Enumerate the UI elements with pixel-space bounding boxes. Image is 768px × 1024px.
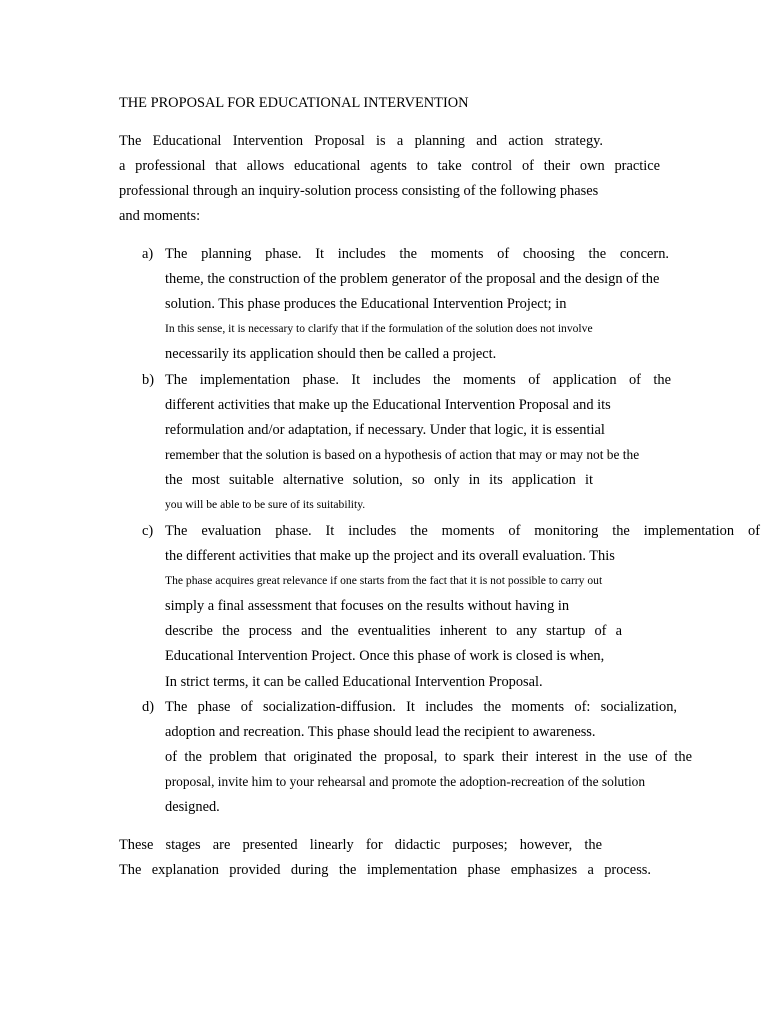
phase-line: In strict terms, it can be called Educational Intervention Proposal. [165, 674, 543, 690]
phase-line: solution. This phase produces the Educational Intervention Project; in [165, 296, 567, 312]
page-title: THE PROPOSAL FOR EDUCATIONAL INTERVENTION [119, 95, 469, 111]
phase-line: The evaluation phase. It includes the moments of monitoring the implementation of [165, 523, 760, 539]
intro-line: professional through an inquiry-solution process consisting of the following phases [119, 183, 599, 199]
phase-line: In this sense, it is necessary to clarify that if the formulation of the solution does not involve [165, 322, 593, 335]
phase-line: the most suitable alternative solution, so only in its application it [165, 472, 593, 488]
phase-line: The phase acquires great relevance if one starts from the fact that it is not possible to carry out [165, 574, 603, 587]
phase-line: The planning phase. It includes the moments of choosing the concern. [165, 246, 669, 262]
phase-line: The implementation phase. It includes the moments of application of the [165, 372, 671, 388]
phase-line: you will be able to be sure of its suitability. [165, 498, 366, 511]
phase-line: designed. [165, 799, 220, 815]
phase-line: remember that the solution is based on a hypothesis of action that may or may not be the [165, 447, 640, 462]
closing-line: The explanation provided during the implementation phase emphasizes a process. [119, 862, 651, 878]
intro-line: a professional that allows educational agents to take control of their own practice [119, 158, 660, 174]
intro-line: The Educational Intervention Proposal is a planning and action strategy. [119, 133, 603, 149]
phase-line: reformulation and/or adaptation, if necessary. Under that logic, it is essential [165, 422, 605, 438]
phase-marker: a) [142, 246, 154, 262]
phase-marker: c) [142, 523, 154, 539]
phase-line: of the problem that originated the proposal, to spark their interest in the use of the [165, 749, 692, 765]
phase-line: different activities that make up the Educational Intervention Proposal and its [165, 397, 611, 413]
phase-line: proposal, invite him to your rehearsal and promote the adoption-recreation of the solution [165, 774, 646, 789]
phase-line: theme, the construction of the problem generator of the proposal and the design of the [165, 271, 660, 287]
intro-line: and moments: [119, 208, 201, 224]
phase-marker: d) [142, 699, 154, 715]
phase-line: necessarily its application should then be called a project. [165, 346, 497, 362]
phase-line: adoption and recreation. This phase should lead the recipient to awareness. [165, 724, 596, 740]
phase-line: Educational Intervention Project. Once this phase of work is closed is when, [165, 648, 605, 664]
phase-line: simply a final assessment that focuses on the results without having in [165, 598, 570, 614]
phase-marker: b) [142, 372, 154, 388]
phase-line: the different activities that make up the project and its overall evaluation. This [165, 548, 615, 564]
phase-line: The phase of socialization-diffusion. It includes the moments of: socialization, [165, 699, 677, 715]
closing-line: These stages are presented linearly for didactic purposes; however, the [119, 837, 602, 853]
phase-line: describe the process and the eventualities inherent to any startup of a [165, 623, 622, 639]
